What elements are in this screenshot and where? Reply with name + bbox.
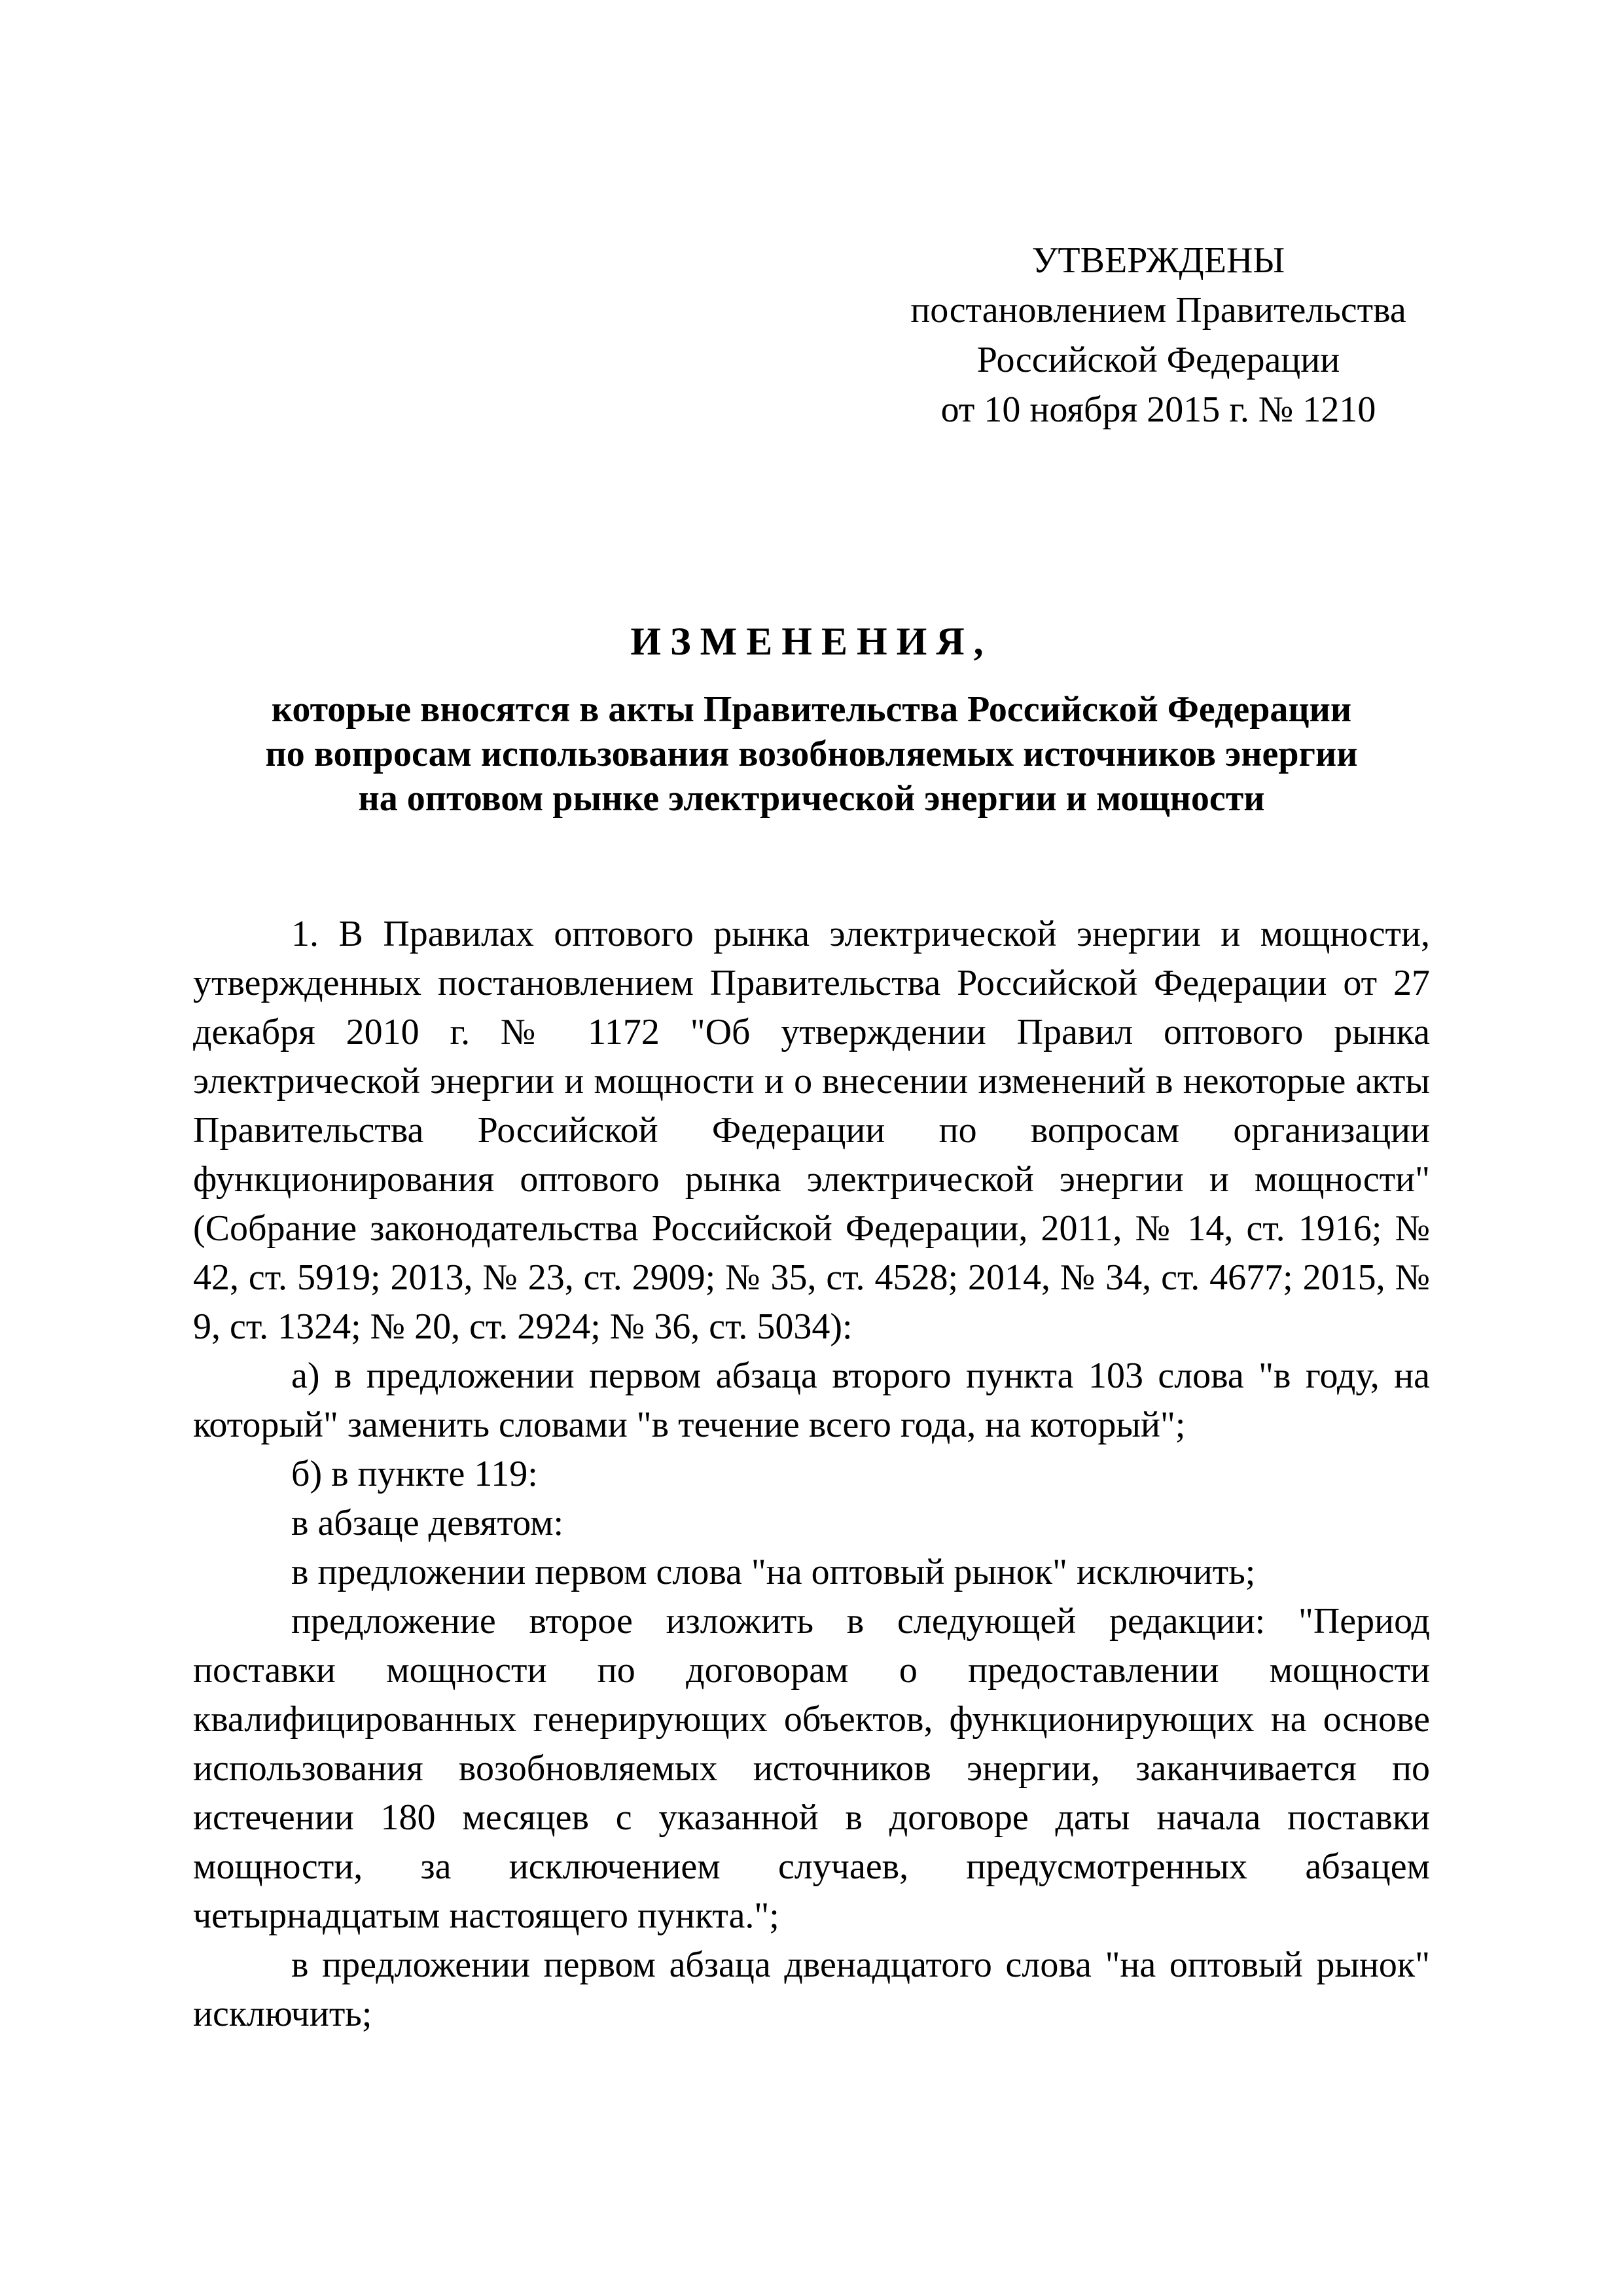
heading-subtitle-line-2: по вопросам использования возобновляемых источников энергии [265,734,1358,774]
paragraph-ninth: в абзаце девятом: [291,1503,564,1543]
approval-block [870,236,1446,435]
document-heading [190,612,1433,821]
paragraph-second-sentence: предложение второе изложить в следующей редакции: "Период поставки мощности по договорам о предоставлении мощности квалифицированных генерирующих объектов, функционирующих на основе использования возобновляемых источников энергии, заканчивается по истечении 180 месяцев с указанной в договоре даты начала поставки мощности, за исключением случаев, предусмотренных абзацем четырнадцатым настоящего пункта."; [193,1601,1430,1936]
paragraph-twelfth: в предложении первом абзаца двенадцатого слова "на оптовый рынок" исключить; [193,1945,1430,2034]
approval-line-3: от 10 ноября 2015 г. № 1210 [940,389,1376,430]
paragraph-1: 1. В Правилах оптового рынка электрической энергии и мощности, утвержденных постановлением Правительства Российской Федерации от 27 декабря 2010 г. № 1172 "Об утверждении Правил оптового рынка электрической энергии и мощности и о внесении изменений в некоторые акты Правительства Российской Федерации по вопросам организации функционирования оптового рынка электрической энергии и мощности" (Собрание законодательства Российской Федерации, 2011, № 14, ст. 1916; № 42, ст. 5919; 2013, № 23, ст. 2909; № 35, ст. 4528; 2014, № 34, ст. 4677; 2015, № 9, ст. 1324; № 20, ст. 2924; № 36, ст. 5034): [193,914,1430,1347]
approval-line-1: постановлением Правительства [910,290,1406,331]
paragraph-b: б) в пункте 119: [291,1454,538,1494]
heading-subtitle-line-3: на оптовом рынке электрической энергии и мощности [358,778,1265,819]
heading-title: ИЗМЕНЕНИЯ, [630,620,993,663]
approval-title: УТВЕРЖДЕНЫ [1031,240,1285,281]
paragraph-a: а) в предложении первом абзаца второго пункта 103 слова "в году, на который" заменить словами "в течение всего года, на который"; [193,1355,1430,1445]
approval-line-2: Российской Федерации [976,340,1340,380]
paragraph-first-sentence: в предложении первом слова "на оптовый рынок" исключить; [291,1552,1256,1592]
document-body [193,910,1430,2039]
heading-subtitle-line-1: которые вносятся в акты Правительства Российской Федерации [271,689,1352,730]
